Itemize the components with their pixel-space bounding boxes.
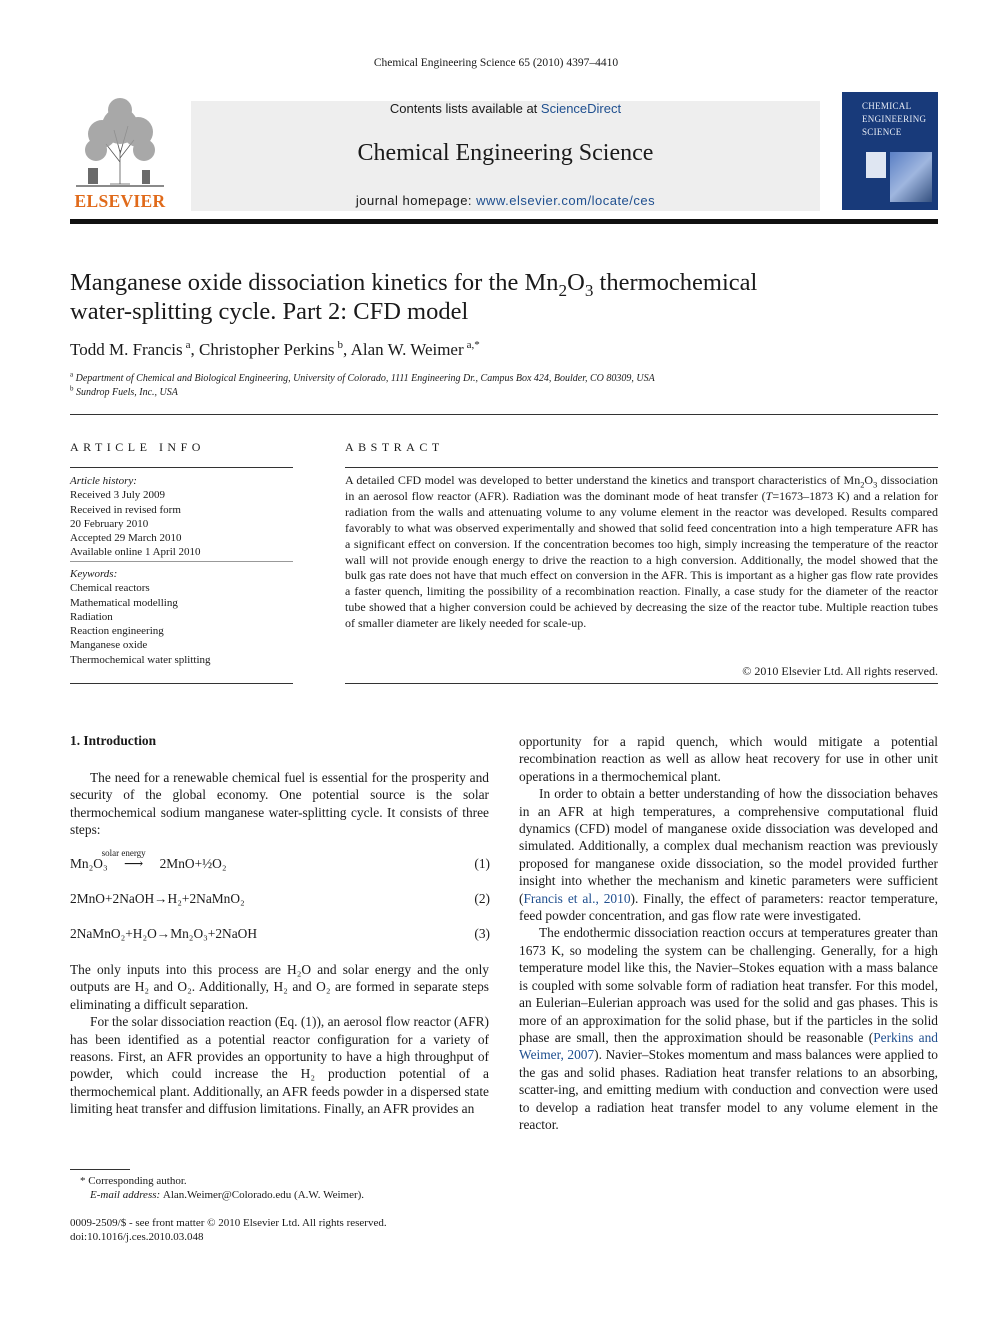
equation-number: (2) bbox=[474, 891, 490, 906]
header-rule bbox=[70, 219, 938, 224]
homepage-prefix: journal homepage: bbox=[355, 193, 477, 208]
equation-3 bbox=[70, 926, 490, 942]
title-line2: water-splitting cycle. Part 2: CFD model bbox=[70, 298, 469, 325]
article-history bbox=[70, 474, 293, 560]
footnote-rule bbox=[70, 1169, 130, 1170]
equation-1 bbox=[70, 848, 490, 872]
abstract-s3: =1673–1873 K) and a relation for radiation from the walls and attenuating volume to any volume element in the reactor was developed. Results compared favorably to what was observed experimentally and showed that solid feed concentration into a high temperature AFR has a significant effect on conversion. If the concentration becomes too high, simply increasing the temperature of the reactor wall will not provide enough energy to drive the reaction to a high conversion. Additionally, the model showed that the bulk gas rate does not have that much effect on conversion in the AFR. This is important as a higher gas flow rate provides a faster quench, limiting the possibility of a recombination reaction. Finally, a case study for the diameter of the reactor tube showed that a higher conversion could be achieved by decreasing the size of the reactor tube. Multiple reaction tubes of smaller diameter are likely needed for scale-up. bbox=[345, 488, 938, 631]
abstract-s1-mid: O bbox=[864, 473, 874, 487]
paragraph-part: The endothermic dissociation reaction occurs at temperatures greater than 1673 K, so modeling the system can be challenging. Generally, for a high temperature model like this, the Navier–Stokes equation with a mass balance is coupled with some solvable form of radiation heat transfer. For this model, an Eulerian–Eulerian approach was used for the solid and gas phases. This is more of an approximation for the solid phase, but if the particles in the solid phase are small, then the approximation should be reasonable ( bbox=[519, 925, 938, 1045]
intro-paragraph-1 bbox=[70, 769, 489, 839]
abstract-sub: 2 bbox=[860, 480, 865, 490]
paragraph-text: The only inputs into this process are H₂O and solar energy and the only outputs are H₂ and O₂. Additionally, H₂ and O₂ are formed in separate steps eliminating a difficult separation. bbox=[70, 962, 489, 1012]
equation-number: (1) bbox=[474, 856, 490, 871]
front-matter bbox=[70, 1216, 500, 1244]
email-line bbox=[80, 1188, 500, 1202]
keyword: Radiation bbox=[70, 610, 113, 623]
eq1-over-label: solar energy bbox=[101, 848, 146, 858]
author-affil-sup: b bbox=[337, 339, 344, 352]
affiliation-a bbox=[70, 370, 930, 384]
keyword: Reaction engineering bbox=[70, 625, 164, 638]
cover-image-small bbox=[866, 152, 886, 178]
title-part3: thermochemical bbox=[593, 269, 758, 296]
journal-citation: Chemical Engineering Science 65 (2010) 4397–4410 bbox=[373, 57, 619, 69]
cover-title-line1: CHEMICAL bbox=[862, 101, 912, 111]
history-item: Received in revised form bbox=[70, 503, 181, 516]
abstract-s1: A detailed CFD model was developed to better understand the kinetics and transport characteristics of Mn bbox=[345, 473, 861, 487]
author-affil-sup: a,* bbox=[466, 339, 480, 352]
affiliation-b bbox=[70, 384, 930, 398]
paragraph-text bbox=[519, 785, 938, 924]
paragraph-part: ). Finally, the effect of parameters: reactor temperature, feed powder concentration, and gas flow rate were investigated. bbox=[519, 890, 938, 924]
history-item: Accepted 29 March 2010 bbox=[70, 532, 182, 545]
article-info-heading: ARTICLE INFO bbox=[70, 440, 205, 454]
doi-line[interactable]: doi:10.1016/j.ces.2010.03.048 bbox=[70, 1231, 204, 1243]
affiliation-text: Department of Chemical and Biological Engineering, University of Colorado, 1111 Engineering Dr., Campus Box 424, Boulder, CO 80309, USA bbox=[75, 373, 655, 384]
author-name[interactable]: Todd M. Francis bbox=[70, 340, 183, 359]
history-label: Article history: bbox=[70, 475, 137, 487]
affiliation-sup: b bbox=[70, 384, 74, 393]
history-item: Received 3 July 2009 bbox=[70, 489, 166, 502]
keyword: Thermochemical water splitting bbox=[70, 653, 211, 666]
title-sub1: 2 bbox=[558, 280, 568, 300]
homepage-link[interactable]: www.elsevier.com/locate/ces bbox=[476, 193, 656, 208]
email-label: E-mail address: bbox=[90, 1189, 163, 1201]
cover-image bbox=[890, 152, 932, 202]
equation-2 bbox=[70, 891, 490, 907]
keywords bbox=[70, 567, 293, 667]
abstract-bottom-rule bbox=[345, 683, 938, 684]
cover-title-line3: SCIENCE bbox=[862, 127, 902, 137]
article-info-rule bbox=[70, 467, 293, 468]
equation-number: (3) bbox=[474, 926, 490, 941]
title-sub2: 3 bbox=[584, 280, 594, 300]
abstract-rule bbox=[345, 467, 938, 468]
corresponding-author: * Corresponding author. bbox=[80, 1175, 187, 1187]
author-name[interactable]: Christopher Perkins bbox=[199, 340, 335, 359]
paragraph-text bbox=[519, 924, 938, 1133]
elsevier-wordmark: ELSEVIER bbox=[74, 191, 166, 211]
eq1-arrow: ⟶ bbox=[124, 856, 144, 871]
journal-homepage bbox=[191, 193, 820, 208]
eq1-lhs: Mn₂O₃ bbox=[70, 856, 108, 871]
elsevier-logo[interactable] bbox=[70, 92, 170, 210]
title-part2: O bbox=[567, 269, 585, 296]
keywords-label: Keywords: bbox=[70, 568, 118, 580]
email-address[interactable]: Alan.Weimer@Colorado.edu (A.W. Weimer). bbox=[162, 1189, 365, 1201]
cover-title-line2: ENGINEERING bbox=[862, 114, 927, 124]
author-name[interactable]: Alan W. Weimer bbox=[350, 340, 464, 359]
keyword: Chemical reactors bbox=[70, 582, 150, 595]
issn-line: 0009-2509/$ - see front matter © 2010 Elsevier Ltd. All rights reserved. bbox=[70, 1217, 387, 1229]
author-affil-sup: a bbox=[185, 339, 191, 352]
contents-prefix: Contents lists available at bbox=[389, 101, 541, 116]
history-item: 20 February 2010 bbox=[70, 517, 149, 530]
article-title bbox=[70, 268, 930, 326]
affiliation-sup: a bbox=[70, 370, 74, 379]
paragraph-part: ). Navier–Stokes momentum and mass balances were applied to the gas and solid phases. Radiation heat transfer relations to an absorbing, scatter-ing, and emitting medium with conduction and convection were used to develop a radiation heat transfer model to any volume element in the reactor. bbox=[519, 1047, 938, 1132]
keyword: Manganese oxide bbox=[70, 639, 148, 652]
article-info-bottom-rule bbox=[70, 683, 293, 684]
eq3-text: 2NaMnO₂+H₂O→Mn₂O₃+2NaOH bbox=[70, 926, 258, 941]
footnotes bbox=[80, 1174, 500, 1202]
cover-title bbox=[862, 100, 938, 139]
contents-line bbox=[191, 101, 820, 116]
abstract-heading: ABSTRACT bbox=[345, 440, 444, 454]
copyright: © 2010 Elsevier Ltd. All rights reserved. bbox=[742, 664, 938, 678]
title-part1: Manganese oxide dissociation kinetics for the Mn bbox=[70, 269, 559, 296]
title-block-rule bbox=[70, 414, 938, 415]
author-list: Todd M. Francis $^a$, Christopher Perkins $^b$, Alan W. Weimer $^{a,*}$ bbox=[70, 339, 480, 359]
paragraph-text: opportunity for a rapid quench, which would mitigate a potential recombination reaction as well as allow heat recovery for use in other unit operations in a thermochemical plant. bbox=[519, 734, 938, 784]
abstract-sub: 3 bbox=[873, 480, 878, 490]
citation-link[interactable]: Perkins and Weimer, 2007 bbox=[519, 1029, 938, 1063]
journal-title: Chemical Engineering Science bbox=[357, 140, 654, 166]
paragraph-text: The need for a renewable chemical fuel is essential for the prosperity and security of the global economy. One potential source is the solar thermochemical sodium manganese water-splitting cycle. It consists of three steps: bbox=[70, 770, 489, 838]
affiliation-text: Sundrop Fuels, Inc., USA bbox=[76, 387, 178, 398]
paragraph-part: In order to obtain a better understanding of how the dissociation behaves in an AFR at high temperatures, a comprehensive computational fluid dynamics (CFD) model of manganese oxide dissociation was developed and simulated. Additionally, a complex dual mechanism reaction was previously proposed for manganese oxide dissociation, so the model provided further insight into whether the mechanism and kinetic parameters were sufficient ( bbox=[519, 786, 938, 906]
eq2-text: 2MnO+2NaOH→H₂+2NaMnO₂ bbox=[70, 891, 245, 906]
abstract-T: T bbox=[765, 488, 773, 503]
history-rule bbox=[70, 561, 293, 562]
abstract-text bbox=[345, 473, 938, 632]
paragraph-text: For the solar dissociation reaction (Eq. (1)), an aerosol flow reactor (AFR) has been identified as a potential reactor configuration for a variety of reasons. First, an AFR provides an opportunity to have a high throughput of powder, which could increase the H₂ production potential of a thermochemical plant. Additionally, an AFR feeds powder in a dispersed state limiting heat transfer and diffusion limitations. Finally, an AFR provides an bbox=[70, 1014, 489, 1117]
eq1-rhs: 2MnO+½O₂ bbox=[159, 856, 227, 871]
abstract-s2: dissociation in an aerosol flow reactor (AFR). Radiation was the dominant mode of heat transfer ( bbox=[345, 473, 939, 503]
history-item: Available online 1 April 2010 bbox=[70, 546, 201, 559]
sciencedirect-link[interactable]: ScienceDirect bbox=[540, 101, 622, 116]
intro-paragraphs-2-3 bbox=[70, 961, 489, 1118]
keyword: Mathematical modelling bbox=[70, 596, 178, 609]
section-heading-introduction: 1. Introduction bbox=[70, 733, 157, 748]
citation-link[interactable]: Francis et al., 2010 bbox=[523, 890, 631, 906]
right-column bbox=[519, 733, 938, 1133]
